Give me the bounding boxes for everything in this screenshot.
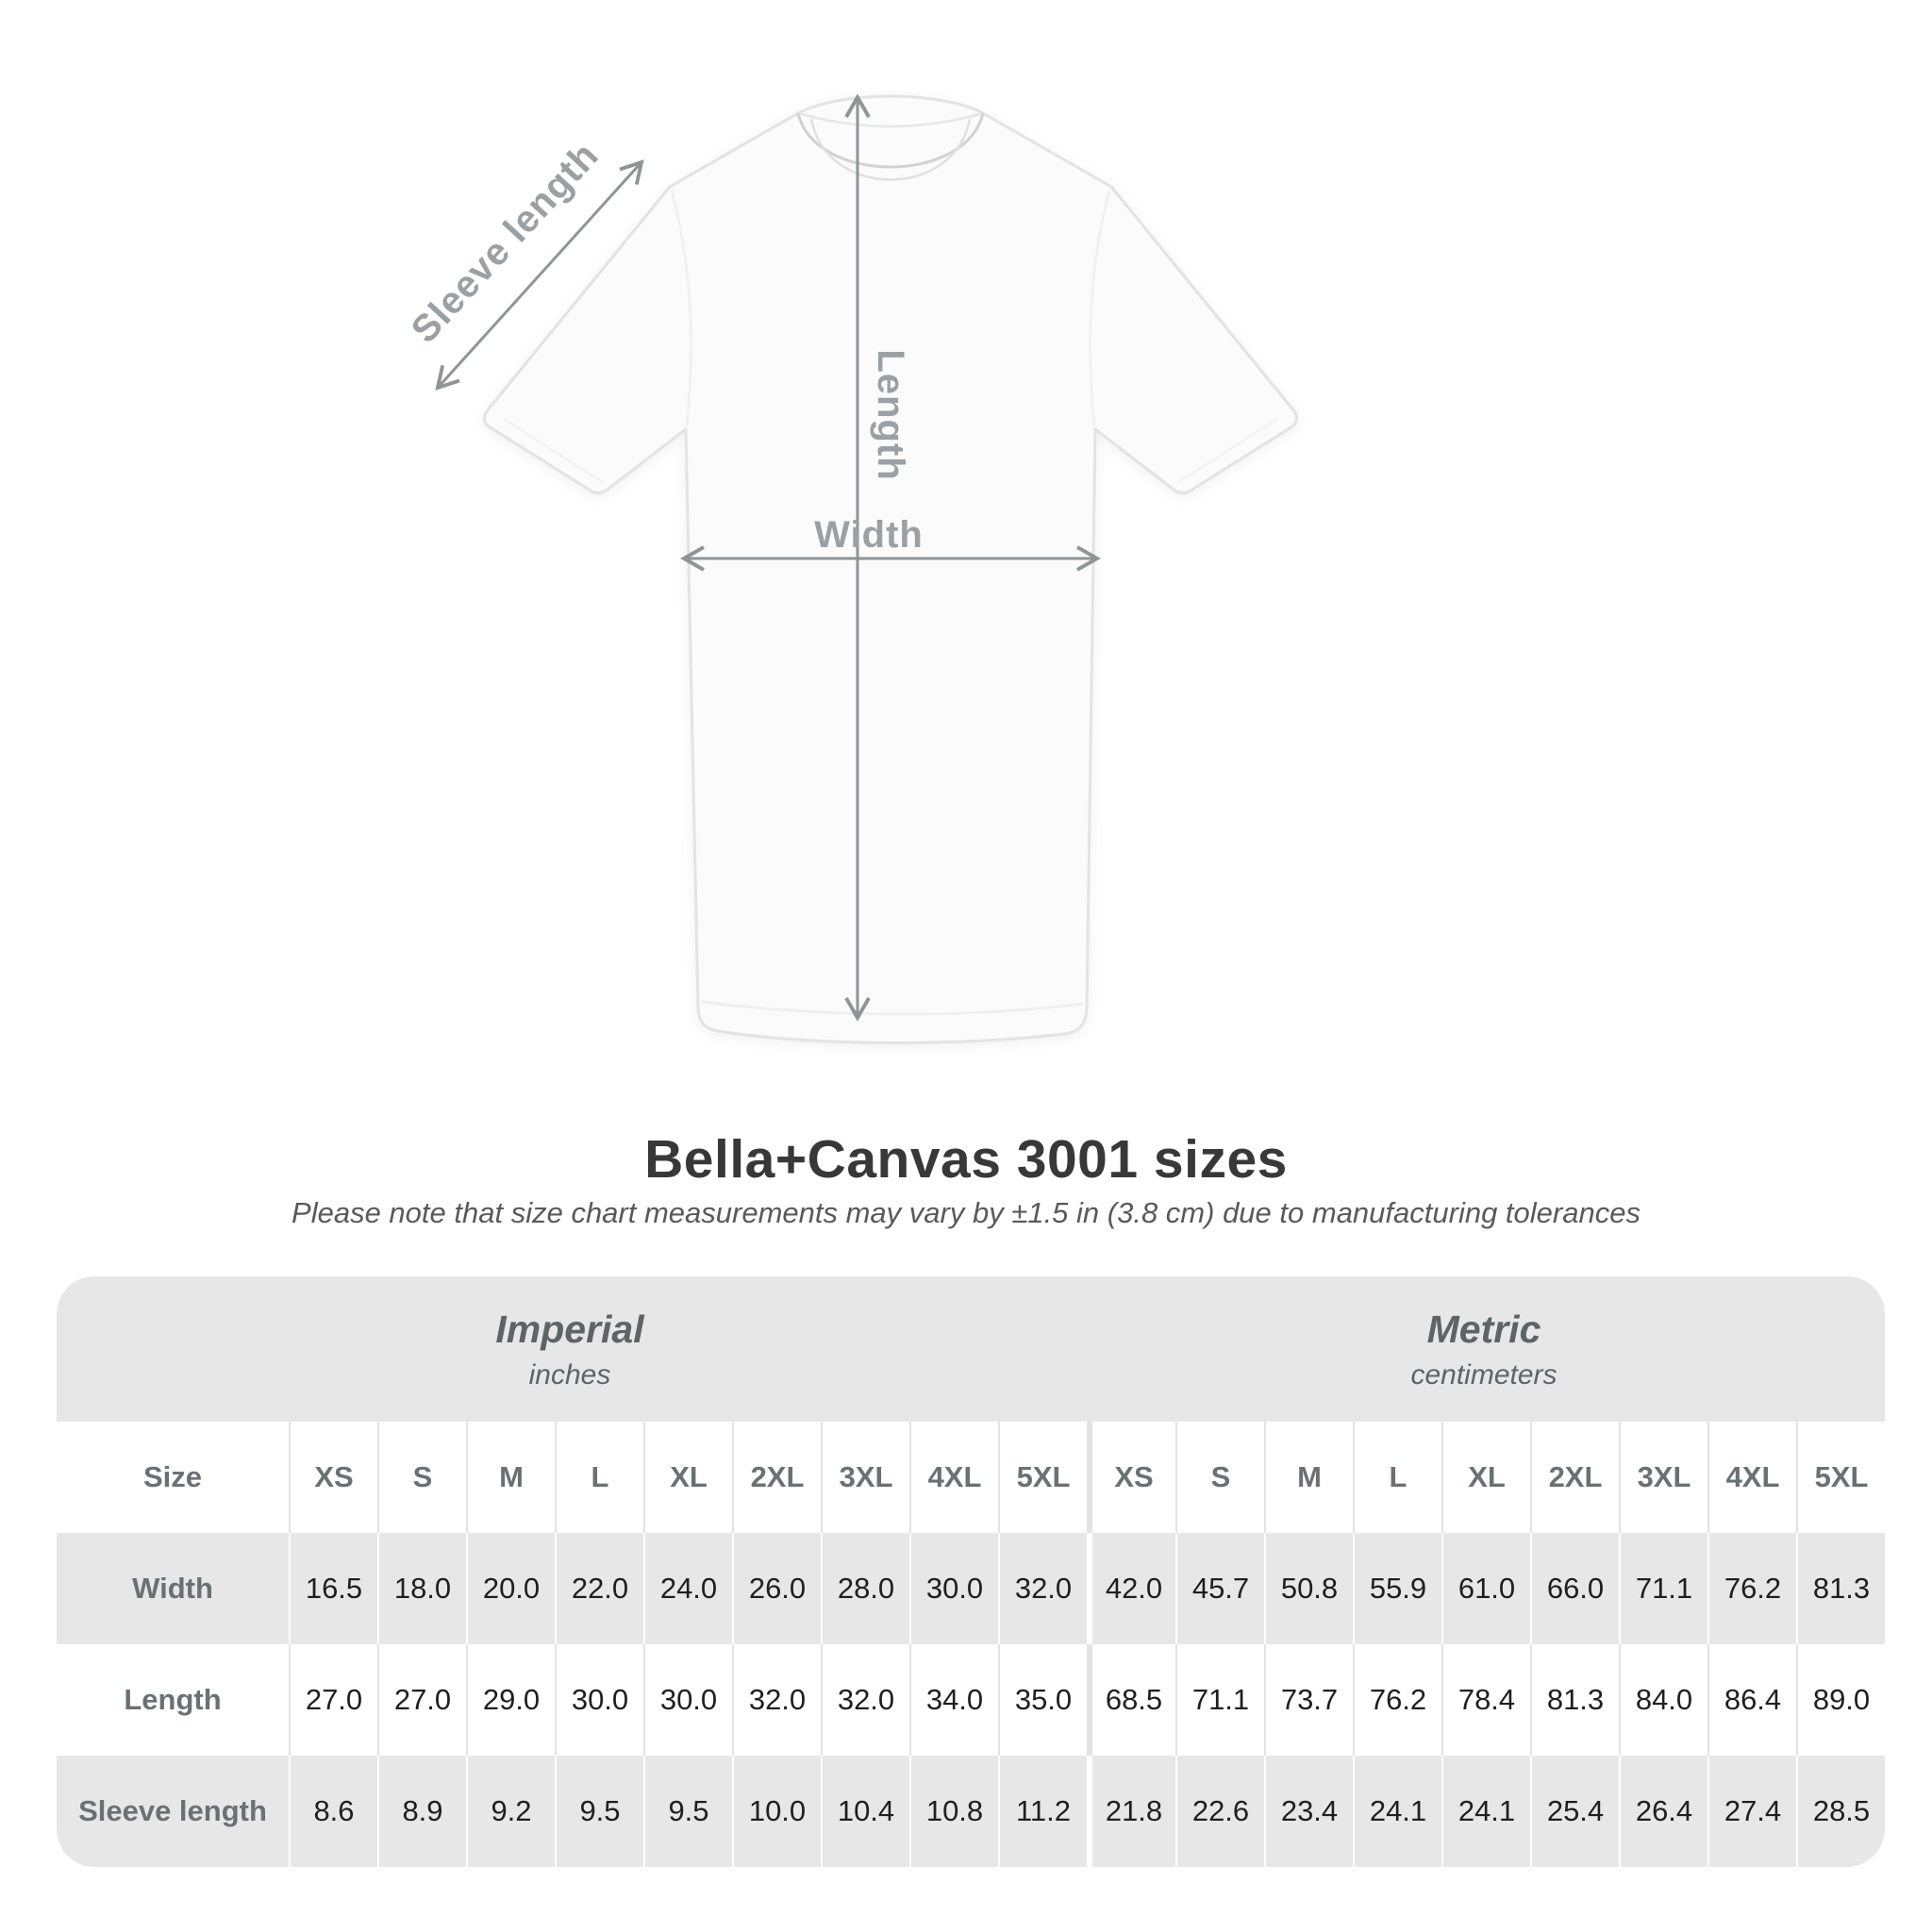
table-cell: 84.0 <box>1619 1644 1707 1756</box>
table-cell: 26.0 <box>732 1533 821 1644</box>
table-cell: 30.0 <box>555 1644 643 1756</box>
table-cell: 27.0 <box>289 1644 377 1756</box>
table-cell: 11.2 <box>998 1756 1087 1867</box>
table-cell: 73.7 <box>1264 1644 1353 1756</box>
table-cell: 22.6 <box>1175 1756 1264 1867</box>
size-header-cell: 4XL <box>1707 1422 1796 1533</box>
table-cell: 66.0 <box>1530 1533 1619 1644</box>
table-cell: 21.8 <box>1087 1756 1175 1867</box>
table-cell: 76.2 <box>1353 1644 1441 1756</box>
tshirt-illustration <box>484 96 1296 1042</box>
metric-unit: centimeters <box>1410 1358 1557 1391</box>
metric-header <box>1083 1276 1885 1422</box>
size-header-cell: 5XL <box>1796 1422 1885 1533</box>
size-header-cell: 2XL <box>732 1422 821 1533</box>
table-cell: 24.1 <box>1441 1756 1530 1867</box>
size-chart-table <box>57 1276 1885 1867</box>
table-cell: 22.0 <box>555 1533 643 1644</box>
table-cell: 61.0 <box>1441 1533 1530 1644</box>
width-label: Width <box>814 514 924 556</box>
table-cell: 86.4 <box>1707 1644 1796 1756</box>
tolerance-note: Please note that size chart measurements may vary by ±1.5 in (3.8 cm) due to manufacturing tolerances <box>291 1196 1641 1229</box>
size-header-cell: L <box>1353 1422 1441 1533</box>
table-cell: 26.4 <box>1619 1756 1707 1867</box>
table-cell: 27.4 <box>1707 1756 1796 1867</box>
table-row-sleeve-length <box>57 1756 1885 1867</box>
table-cell: 71.1 <box>1175 1644 1264 1756</box>
size-header-cell: M <box>1264 1422 1353 1533</box>
size-header-cell: 2XL <box>1530 1422 1619 1533</box>
table-cell: 27.0 <box>377 1644 466 1756</box>
table-cell: 81.3 <box>1796 1533 1885 1644</box>
size-column-header: Size <box>142 1460 203 1493</box>
size-header-cell: XS <box>289 1422 377 1533</box>
size-header-cell: L <box>555 1422 643 1533</box>
table-cell: 32.0 <box>998 1533 1087 1644</box>
size-header-cell: S <box>377 1422 466 1533</box>
table-cell: 78.4 <box>1441 1644 1530 1756</box>
size-header-cell: 3XL <box>1619 1422 1707 1533</box>
size-header-cell: M <box>466 1422 555 1533</box>
page-title: Bella+Canvas 3001 sizes <box>644 1129 1288 1190</box>
row-label: Width <box>132 1572 213 1605</box>
size-header-row <box>57 1422 1885 1533</box>
length-label: Length <box>870 349 911 481</box>
table-cell: 55.9 <box>1353 1533 1441 1644</box>
table-cell: 24.0 <box>643 1533 732 1644</box>
table-cell: 16.5 <box>289 1533 377 1644</box>
table-cell: 10.0 <box>732 1756 821 1867</box>
table-cell: 23.4 <box>1264 1756 1353 1867</box>
table-cell: 28.0 <box>821 1533 909 1644</box>
table-cell: 9.2 <box>466 1756 555 1867</box>
table-cell: 71.1 <box>1619 1533 1707 1644</box>
table-cell: 35.0 <box>998 1644 1087 1756</box>
table-cell: 89.0 <box>1796 1644 1885 1756</box>
imperial-title: Imperial <box>495 1307 644 1351</box>
sleeve-length-label: Sleeve length <box>403 134 608 351</box>
imperial-header <box>57 1276 1083 1422</box>
table-cell: 18.0 <box>377 1533 466 1644</box>
size-header-cell: XL <box>643 1422 732 1533</box>
size-header-cell: S <box>1175 1422 1264 1533</box>
table-cell: 24.1 <box>1353 1756 1441 1867</box>
table-row-length <box>57 1644 1885 1756</box>
size-header-cell: 4XL <box>909 1422 998 1533</box>
table-cell: 9.5 <box>643 1756 732 1867</box>
size-header-cell: 5XL <box>998 1422 1087 1533</box>
table-cell: 76.2 <box>1707 1533 1796 1644</box>
table-cell: 30.0 <box>909 1533 998 1644</box>
table-cell: 45.7 <box>1175 1533 1264 1644</box>
table-cell: 30.0 <box>643 1644 732 1756</box>
table-cell: 50.8 <box>1264 1533 1353 1644</box>
size-header-cell: XL <box>1441 1422 1530 1533</box>
table-cell: 34.0 <box>909 1644 998 1756</box>
table-cell: 25.4 <box>1530 1756 1619 1867</box>
table-cell: 42.0 <box>1087 1533 1175 1644</box>
table-cell: 8.6 <box>289 1756 377 1867</box>
table-cell: 8.9 <box>377 1756 466 1867</box>
imperial-unit: inches <box>528 1358 611 1391</box>
table-cell: 10.4 <box>821 1756 909 1867</box>
table-cell: 29.0 <box>466 1644 555 1756</box>
table-row-width <box>57 1533 1885 1644</box>
row-label: Length <box>124 1683 222 1716</box>
table-cell: 81.3 <box>1530 1644 1619 1756</box>
table-cell: 9.5 <box>555 1756 643 1867</box>
table-cell: 68.5 <box>1087 1644 1175 1756</box>
table-cell: 20.0 <box>466 1533 555 1644</box>
table-cell: 10.8 <box>909 1756 998 1867</box>
table-cell: 28.5 <box>1796 1756 1885 1867</box>
table-cell: 32.0 <box>732 1644 821 1756</box>
row-label: Sleeve length <box>78 1794 267 1827</box>
unit-group-header-row <box>57 1276 1885 1422</box>
metric-title: Metric <box>1426 1307 1541 1351</box>
table-cell: 32.0 <box>821 1644 909 1756</box>
size-header-cell: XS <box>1087 1422 1175 1533</box>
size-header-cell: 3XL <box>821 1422 909 1533</box>
